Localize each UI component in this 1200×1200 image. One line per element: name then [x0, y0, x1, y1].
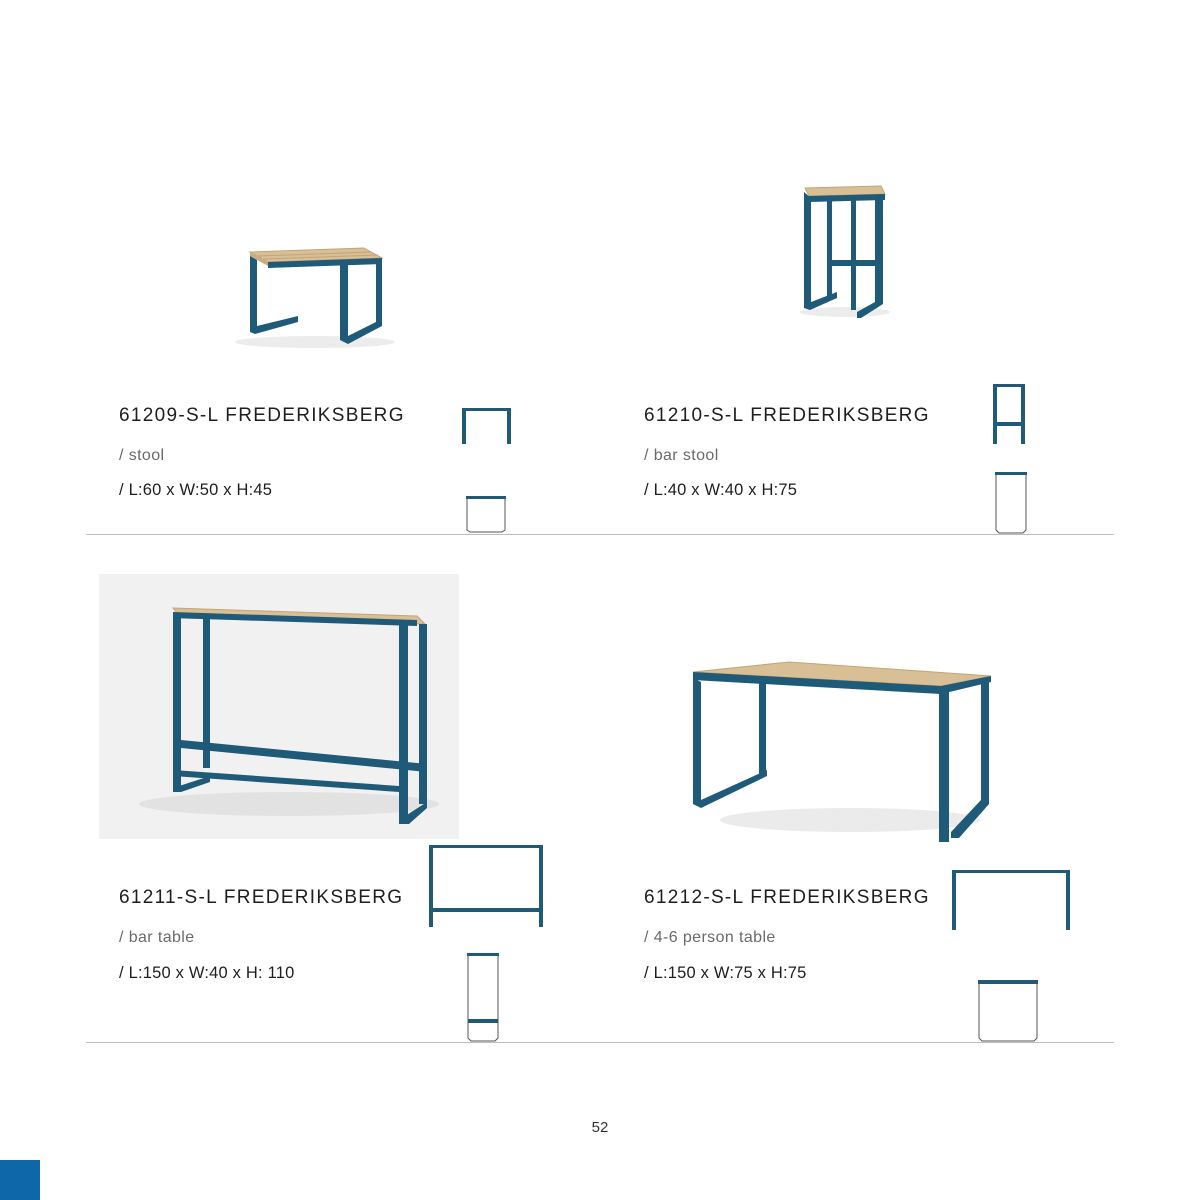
- bar-stool-front-drawing: [995, 472, 1029, 534]
- bar-table-photo-backdrop: [99, 574, 459, 839]
- stool-side-drawing: [462, 408, 512, 446]
- bar-stool-side-drawing: [993, 384, 1027, 446]
- product-title: 61211-S-L FREDERIKSBERG: [119, 887, 404, 908]
- stool-photo: [230, 230, 400, 360]
- product-dimensions: / L:40 x W:40 x H:75: [644, 481, 798, 499]
- page-number: 52: [591, 1119, 609, 1136]
- section-divider: [86, 534, 1114, 535]
- bar-table-side-drawing: [429, 845, 545, 929]
- product-title: 61212-S-L FREDERIKSBERG: [644, 887, 930, 908]
- corner-accent-block: [0, 1160, 40, 1200]
- product-dimensions: / L:150 x W:40 x H: 110: [119, 964, 295, 982]
- section-divider: [86, 1042, 1114, 1043]
- bar-table-front-drawing: [467, 953, 501, 1043]
- product-title: 61210-S-L FREDERIKSBERG: [644, 405, 930, 426]
- product-type: / bar stool: [644, 447, 719, 464]
- bar-stool-photo: [795, 180, 895, 325]
- product-title: 61209-S-L FREDERIKSBERG: [119, 405, 405, 426]
- product-type: / bar table: [119, 929, 195, 946]
- table-photo: [685, 650, 1000, 850]
- table-side-drawing: [952, 870, 1072, 932]
- stool-front-drawing: [466, 496, 508, 534]
- product-dimensions: / L:60 x W:50 x H:45: [119, 481, 273, 499]
- product-dimensions: / L:150 x W:75 x H:75: [644, 964, 807, 982]
- table-front-drawing: [978, 980, 1040, 1042]
- product-type: / stool: [119, 447, 165, 464]
- product-type: / 4-6 person table: [644, 929, 776, 946]
